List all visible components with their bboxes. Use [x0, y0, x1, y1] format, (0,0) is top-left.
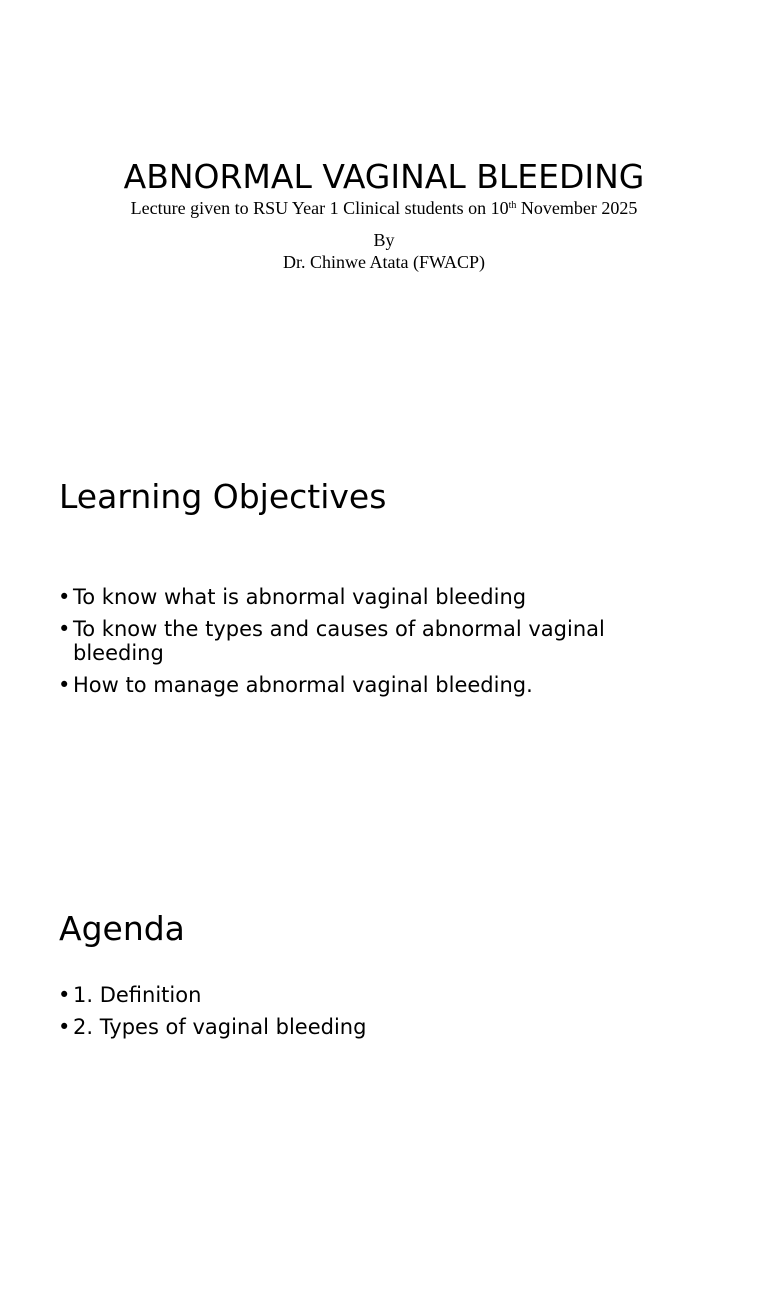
lecture-info-suffix: November 2025	[516, 198, 638, 218]
by-label: By	[373, 230, 395, 250]
list-item	[58, 1015, 678, 1039]
lecture-info	[0, 197, 768, 219]
bullet-icon: •	[58, 673, 71, 697]
author-name: Dr. Chinwe Atata (FWACP)	[283, 252, 485, 272]
list-item-text: To know what is abnormal vaginal bleeding	[73, 585, 527, 609]
list-item	[58, 617, 678, 665]
objectives-list	[58, 585, 678, 705]
objectives-heading: Learning Objectives	[59, 477, 387, 516]
bullet-icon: •	[58, 1015, 71, 1039]
list-item	[58, 673, 678, 697]
list-item-text: 2. Types of vaginal bleeding	[73, 1015, 367, 1039]
bullet-icon: •	[58, 983, 71, 1007]
list-item-text: How to manage abnormal vaginal bleeding.	[73, 673, 533, 697]
list-item	[58, 585, 678, 609]
lecture-info-superscript: th	[508, 200, 517, 211]
bullet-icon: •	[58, 617, 71, 641]
presentation-title: ABNORMAL VAGINAL BLEEDING	[123, 157, 645, 196]
list-item-text: 1. Definition	[73, 983, 202, 1007]
objectives-slide	[0, 432, 768, 864]
list-item-text: To know the types and causes of abnormal vaginal bleeding	[73, 617, 605, 665]
agenda-slide	[0, 864, 768, 1296]
title-slide	[0, 0, 768, 432]
list-item	[58, 983, 678, 1007]
agenda-heading: Agenda	[59, 909, 185, 948]
lecture-info-prefix: Lecture given to RSU Year 1 Clinical students on 10	[130, 198, 509, 218]
agenda-list	[58, 983, 678, 1047]
bullet-icon: •	[58, 585, 71, 609]
